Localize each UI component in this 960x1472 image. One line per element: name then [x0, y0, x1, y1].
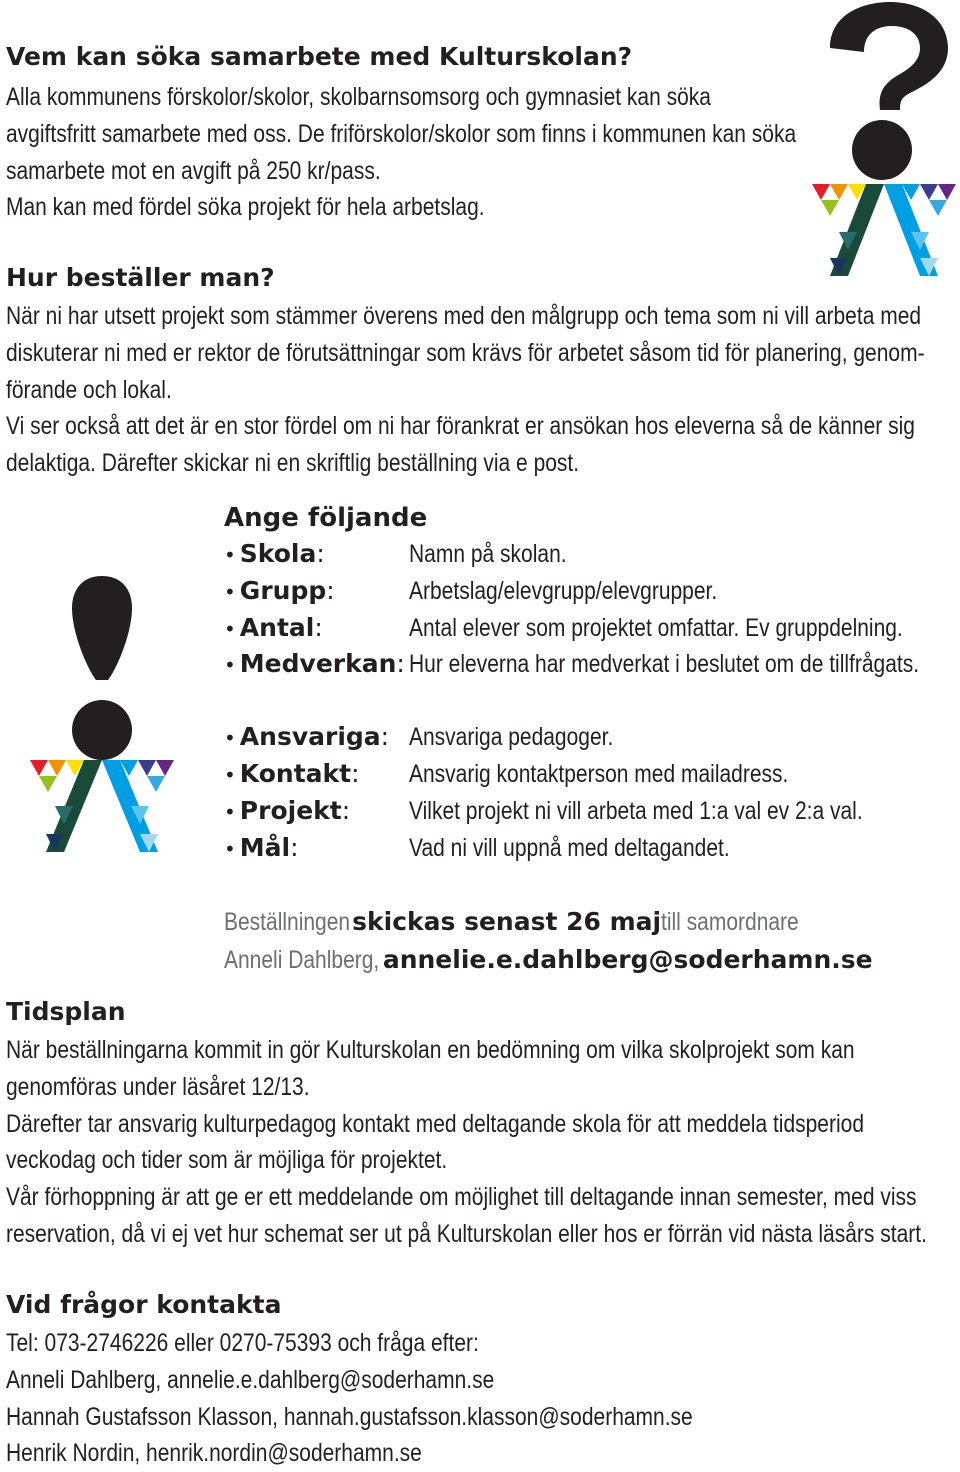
requirement-value: Vad ni vill uppnå med deltagandet.	[409, 833, 730, 862]
requirements-list	[224, 500, 944, 866]
requirement-key: Medverkan	[239, 649, 397, 679]
deadline-text: till samordnare	[661, 908, 799, 936]
text-line: Vi ser också att det är en stor fördel om ni har förankrat er ansökan hos eleverna så de känner sig	[6, 412, 915, 441]
requirement-item: • Skola: Namn på skolan.	[224, 536, 944, 573]
paragraph-contact	[6, 1325, 693, 1472]
text-line: förande och lokal.	[6, 375, 172, 404]
exclamation-mark-figure-icon	[28, 572, 178, 856]
heading-contact: Vid frågor kontakta	[6, 1290, 282, 1319]
requirement-key: Mål	[239, 832, 291, 862]
paragraph-timeline	[6, 1032, 927, 1253]
requirement-value: Hur eleverna har medverkat i beslutet om de tillfrågats.	[409, 650, 920, 679]
text-line: Hannah Gustafsson Klasson, hannah.gustafsson.klasson@soderhamn.se	[6, 1402, 693, 1431]
text-line: avgiftsfritt samarbete med oss. De friförskolor/skolor som finns i kommunen kan söka	[6, 119, 797, 148]
text-line: veckodag och tider som är möjliga för projektet.	[6, 1146, 448, 1175]
heading-who-can-apply: Vem kan söka samarbete med Kulturskolan?	[6, 42, 633, 71]
text-line: När beställningarna kommit in gör Kulturskolan en bedömning om vilka skolprojekt som kan	[6, 1036, 855, 1064]
text-line: reservation, då vi ej vet hur schemat ser ut på Kulturskolan eller hos er förrän vid nästa läsårs start.	[6, 1219, 927, 1248]
requirement-item: • Medverkan: Hur eleverna har medverkat i beslutet om de tillfrågats.	[224, 646, 944, 683]
deadline-notice	[224, 903, 873, 979]
text-line: delaktiga. Därefter skickar ni en skriftlig beställning via e post.	[6, 449, 580, 478]
text-line: samarbete mot en avgift på 250 kr/pass.	[6, 156, 381, 185]
requirement-value: Namn på skolan.	[409, 540, 567, 568]
requirement-value: Ansvariga pedagoger.	[409, 723, 614, 752]
text-line: När ni har utsett projekt som stämmer överens med den målgrupp och tema som ni vill arbeta med	[6, 302, 922, 330]
deadline-contact: Anneli Dahlberg,	[224, 946, 380, 974]
requirement-item: • Grupp: Arbetslag/elevgrupp/elevgrupper.	[224, 573, 944, 610]
text-line: genomföras under läsåret 12/13.	[6, 1072, 310, 1101]
requirement-item: • Kontakt: Ansvarig kontaktperson med mailadress.	[224, 756, 944, 793]
text-line: Därefter tar ansvarig kulturpedagog kontakt med deltagande skola för att meddela tidsperiod	[6, 1109, 865, 1138]
text-line: Man kan med fördel söka projekt för hela arbetslag.	[6, 193, 485, 222]
deadline-date: skickas senast 26 maj	[352, 907, 662, 936]
requirement-key: Antal	[239, 612, 315, 642]
text-line: diskuterar ni med er rektor de förutsättningar som krävs för arbetet såsom tid för planering, genom-	[6, 338, 925, 367]
requirement-key: Projekt	[239, 795, 342, 825]
deadline-email: annelie.e.dahlberg@soderhamn.se	[382, 945, 873, 974]
text-line: Tel: 073-2746226 eller 0270-75393 och fråga efter:	[6, 1329, 479, 1357]
heading-how-to-order: Hur beställer man?	[6, 263, 275, 292]
requirement-value: Arbetslag/elevgrupp/elevgrupper.	[409, 576, 718, 605]
text-line: Vår förhoppning är att ge er ett meddelande om möjlighet till deltagande innan semester, med viss	[6, 1183, 917, 1212]
question-mark-figure-icon	[808, 0, 958, 280]
paragraph-who-can-apply	[6, 79, 796, 226]
requirement-value: Ansvarig kontaktperson med mailadress.	[409, 759, 789, 788]
requirement-key: Ansvariga	[239, 722, 381, 752]
deadline-text: Beställningen	[224, 908, 351, 936]
requirement-item: • Projekt: Vilket projekt ni vill arbeta med 1:a val ev 2:a val.	[224, 793, 944, 830]
text-line: Alla kommunens förskolor/skolor, skolbarnsomsorg och gymnasiet kan söka	[6, 83, 711, 111]
requirement-value: Vilket projekt ni vill arbeta med 1:a val ev 2:a val.	[409, 796, 863, 825]
requirement-key: Grupp	[239, 575, 327, 605]
requirement-item: • Antal: Antal elever som projektet omfattar. Ev gruppdelning.	[224, 610, 944, 647]
requirements-title: Ange följande	[224, 503, 428, 533]
requirement-key: Skola	[239, 539, 317, 568]
requirement-key: Kontakt	[239, 758, 352, 788]
heading-timeline: Tidsplan	[6, 997, 126, 1026]
requirement-item: • Ansvariga: Ansvariga pedagoger.	[224, 719, 944, 756]
paragraph-how-to-order	[6, 298, 925, 482]
text-line: Henrik Nordin, henrik.nordin@soderhamn.se	[6, 1439, 422, 1468]
text-line: Anneli Dahlberg, annelie.e.dahlberg@soderhamn.se	[6, 1365, 495, 1394]
requirement-value: Antal elever som projektet omfattar. Ev gruppdelning.	[409, 613, 903, 642]
requirement-item: • Mål: Vad ni vill uppnå med deltagandet.	[224, 830, 944, 867]
